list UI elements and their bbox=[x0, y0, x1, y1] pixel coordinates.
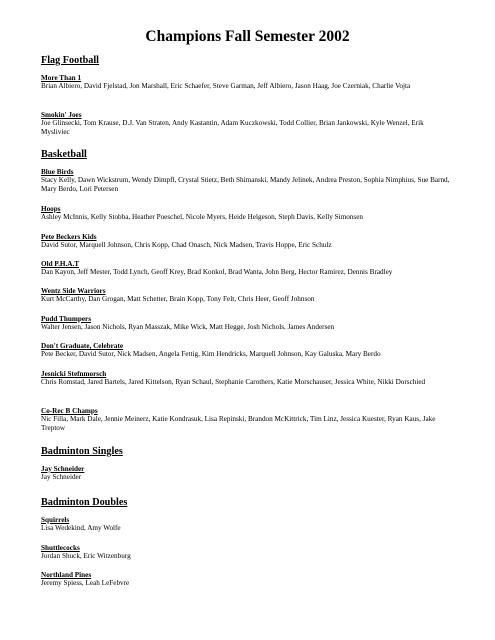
team-name: Co-Rec B Champs bbox=[41, 407, 98, 415]
team-name: Wentz Side Warriors bbox=[41, 287, 106, 295]
team-players: Jordan Shuck, Eric Witzenburg bbox=[41, 552, 131, 560]
team-name: Old P.H.A.T bbox=[41, 260, 80, 268]
team-players: Dan Kayon, Jeff Mester, Todd Lynch, Geoff Krey, Brad Konkol, Brad Wanta, John Berg, Hector Ramirez, Dennis Bradley bbox=[41, 268, 393, 276]
team-players: Nic Filla, Mark Dale, Jennie Meinerz, Katie Kondrasuk, Lisa Repinski, Brandon McKittrick, Tim Linz, Jessica Kuester, Ryan Kaus, Jake Treptow bbox=[41, 415, 436, 433]
team-players: Joe Glinsecki, Tom Krause, D.J. Van Straten, Andy Kastantin, Adam Kuczkowski, Todd Collier, Brian Jankowski, Kyle Wenzel, Erik Mysliviec bbox=[41, 119, 424, 137]
category-heading: Flag Football bbox=[41, 55, 100, 66]
team-players: Chris Romstad, Jared Bartels, Jared Kittelson, Ryan Schaul, Stephanie Carothers, Katie Morschauser, Jessica White, Nikki Dorschied bbox=[41, 378, 426, 386]
team-name: Jay Schneider bbox=[41, 465, 85, 473]
team-name: Northland Pines bbox=[41, 571, 92, 579]
team-players: Stacy Kelly, Dawn Wickstrum, Wendy Dimpfl, Crystal Stietz, Beth Shimanski, Mandy Jelinek, Andrea Preston, Sophia Nimphius, Sue Barnd, Mary Berdo, Lori Petersen bbox=[41, 176, 450, 194]
category-heading: Basketball bbox=[41, 149, 87, 160]
team-name: Jesnicki Stefnmorsch bbox=[41, 370, 107, 378]
team-name: Blue Birds bbox=[41, 168, 74, 176]
team-name: Pete Beckers Kids bbox=[41, 233, 97, 241]
document-title: Champions Fall Semester 2002 bbox=[145, 28, 350, 45]
team-players: David Sutor, Marquell Johnson, Chris Kopp, Chad Onasch, Nick Madsen, Travis Hoppe, Eric Schulz bbox=[41, 241, 332, 249]
team-players: Jeremy Spiess, Leah LeFebvre bbox=[41, 579, 130, 587]
team-name: Hoops bbox=[41, 205, 61, 213]
team-players: Kurt McCarthy, Dan Grogan, Matt Schetter, Brain Kopp, Tony Felt, Chris Heer, Geoff Johnson bbox=[41, 295, 315, 303]
category-heading: Badminton Doubles bbox=[41, 497, 128, 508]
team-players: Walter Jensen, Jason Nichols, Ryan Masszak, Mike Wick, Matt Hegge, Josh Nichols, James Andersen bbox=[41, 323, 335, 331]
team-players: Pete Becker, David Sutor, Nick Madsen, Angela Fettig, Kim Hendricks, Marquell Johnson, Kay Galuska, Mary Berdo bbox=[41, 350, 381, 358]
team-players: Lisa Wedekind, Amy Wolfe bbox=[41, 524, 121, 532]
team-players: Jay Schneider bbox=[41, 473, 82, 481]
team-name: Smokin' Joes bbox=[41, 111, 82, 119]
team-players: Ashley McInnis, Kelly Stobba, Heather Poeschel, Nicole Myers, Heide Helgeson, Steph Davis, Kelly Simonsen bbox=[41, 213, 363, 221]
team-name: Shuttlecocks bbox=[41, 544, 80, 552]
team-name: Pudd Thumpers bbox=[41, 315, 91, 323]
category-heading: Badminton Singles bbox=[41, 446, 123, 457]
team-name: Don't Graduate, Celebrate bbox=[41, 342, 124, 350]
team-name: More Than 1 bbox=[41, 74, 82, 82]
team-name: Squirrels bbox=[41, 516, 70, 524]
team-players: Brian Albiero, David Fjelstad, Jon Marshall, Eric Schaefer, Steve Garman, Jeff Albiero, Jason Haag, Joe Czerniak, Charlie Vojta bbox=[41, 82, 411, 90]
